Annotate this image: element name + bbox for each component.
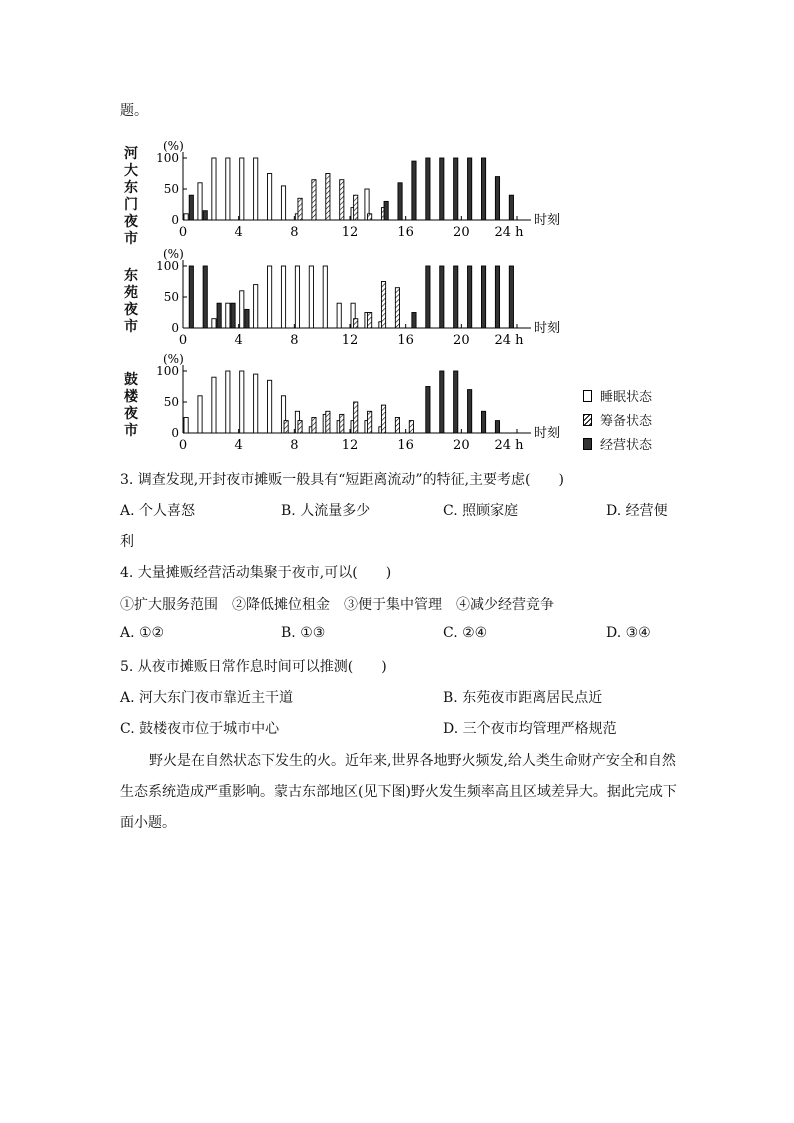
y-tick-label: 50 [163, 182, 179, 196]
q4-option-d: D. ③④ [606, 625, 651, 641]
bar-prepare-h12 [354, 319, 358, 328]
x-tick-label: 12 [341, 225, 359, 240]
passage-line-1: 野火是在自然状态下发生的火。近年来,世界各地野火频发,给人类生命财产安全和自然 [149, 753, 676, 769]
bar-sleep-h4 [240, 158, 244, 220]
q4-option-a: A. ①② [120, 625, 165, 641]
q4-statements: ①扩大服务范围 ②降低摊位租金 ③便于集中管理 ④减少经营竞争 [120, 597, 554, 613]
bar-sleep-h7 [281, 266, 285, 328]
x-tick-label: 4 [234, 225, 243, 240]
bar-prepare-h13 [368, 214, 372, 220]
bar-operate-h1 [203, 211, 207, 220]
question-4-stem: 4. 大量摊贩经营活动集聚于夜市,可以( ) [120, 565, 392, 581]
y-tick-label: 50 [163, 395, 179, 409]
bar-operate-h0 [189, 195, 193, 220]
bar-prepare-h11 [340, 414, 344, 433]
x-axis-label: 时刻 [534, 213, 561, 228]
x-tick-label: 8 [290, 225, 299, 240]
bar-sleep-h5 [254, 285, 258, 328]
x-axis-label: 时刻 [534, 321, 561, 336]
q4-option-b: B. ①③ [281, 625, 326, 641]
bar-prepare-h15 [395, 288, 399, 328]
bar-prepare-h12 [354, 402, 358, 433]
x-tick-label: 20 [453, 333, 470, 348]
bar-operate-h1 [203, 266, 207, 328]
x-tick-label: 8 [290, 438, 299, 453]
bar-operate-h23 [509, 195, 513, 220]
bar-prepare-h15 [395, 418, 399, 434]
bar-prepare-h8 [298, 198, 302, 220]
y-tick-label: 50 [163, 290, 179, 304]
bar-sleep-h9 [309, 266, 313, 328]
bar-operate-h21 [481, 266, 485, 328]
bar-prepare-h14 [381, 405, 385, 433]
bar-operate-h15 [398, 183, 402, 220]
q3-option-d-wrap: 利 [120, 534, 134, 550]
bar-sleep-h3 [226, 303, 230, 328]
bar-sleep-h6 [268, 266, 272, 328]
bar-operate-h17 [426, 158, 430, 220]
bar-sleep-h1 [198, 396, 202, 433]
q5-option-d: D. 三个夜市均管理严格规范 [443, 721, 617, 737]
bar-prepare-h13 [368, 313, 372, 329]
q4-option-c: C. ②④ [443, 625, 488, 641]
bar-prepare-h10 [326, 411, 330, 433]
bar-prepare-h7 [284, 421, 288, 433]
bar-operate-h22 [495, 266, 499, 328]
bar-operate-h20 [468, 390, 472, 433]
x-tick-label: 24 h [494, 333, 524, 348]
x-tick-label: 16 [397, 225, 414, 240]
market-label-hedadongmen: 河 大 东 门 夜 市 [124, 146, 138, 247]
bar-prepare-h8 [298, 421, 302, 433]
bar-operate-h14 [384, 201, 388, 220]
bar-operate-h22 [495, 421, 499, 433]
legend-prepare [583, 410, 652, 429]
q3-option-b: B. 人流量多少 [281, 503, 371, 519]
bar-operate-h21 [481, 158, 485, 220]
x-tick-label: 4 [234, 333, 243, 348]
bar-operate-h0 [189, 266, 193, 328]
bar-operate-h18 [440, 158, 444, 220]
night-market-charts [0, 0, 794, 470]
passage-line-2: 生态系统造成严重影响。蒙古东部地区(见下图)野火发生频率高且区域差异大。据此完成下 [120, 784, 677, 800]
y-tick-label: 0 [171, 426, 179, 440]
market-label-dongyuan: 东 苑 夜 市 [124, 268, 138, 335]
bar-operate-h21 [481, 411, 485, 433]
y-tick-label: 100 [156, 364, 179, 378]
legend-operate [583, 434, 652, 453]
bar-sleep-h5 [254, 374, 258, 433]
bar-operate-h20 [468, 158, 472, 220]
y-tick-label: 0 [171, 321, 179, 335]
x-tick-label: 8 [290, 333, 299, 348]
x-tick-label: 24 h [494, 225, 524, 240]
bar-operate-h23 [509, 266, 513, 328]
y-tick-label: 100 [156, 259, 179, 273]
bar-sleep-h4 [240, 371, 244, 433]
bar-sleep-h11 [337, 303, 341, 328]
bar-prepare-h10 [326, 174, 330, 221]
empty-swatch-icon [583, 390, 592, 402]
legend-prepare-label: 筹备状态 [600, 414, 653, 429]
bar-sleep-h2 [212, 158, 216, 220]
bar-sleep-h7 [281, 186, 285, 220]
legend-sleep [583, 386, 652, 405]
x-tick-label: 4 [234, 438, 243, 453]
y-unit-label: (%) [163, 247, 184, 261]
bar-prepare-h9 [312, 418, 316, 434]
bar-sleep-h6 [268, 380, 272, 433]
bar-sleep-h3 [226, 158, 230, 220]
y-tick-label: 0 [171, 213, 179, 227]
legend-sleep-label: 睡眠状态 [600, 390, 653, 405]
bar-sleep-h5 [254, 158, 258, 220]
market-label-gulou: 鼓 楼 夜 市 [124, 372, 138, 439]
bar-operate-h4 [245, 309, 249, 328]
bar-operate-h19 [454, 158, 458, 220]
bar-operate-h18 [440, 371, 444, 433]
bar-operate-h17 [426, 266, 430, 328]
q5-option-a: A. 河大东门夜市靠近主干道 [120, 690, 294, 706]
dark-swatch-icon [583, 438, 592, 450]
x-tick-label: 16 [397, 333, 414, 348]
bar-sleep-h2 [212, 319, 216, 328]
hatched-swatch-icon [583, 414, 592, 426]
bar-prepare-h16 [409, 421, 413, 433]
bar-operate-h2 [217, 303, 221, 328]
bar-operate-h18 [440, 266, 444, 328]
x-tick-label: 0 [178, 225, 188, 240]
bar-prepare-h9 [312, 180, 316, 220]
bar-sleep-h1 [198, 183, 202, 220]
y-unit-label: (%) [163, 352, 184, 366]
intro-tail: 题。 [120, 103, 148, 119]
bar-sleep-h4 [240, 291, 244, 328]
x-tick-label: 0 [178, 438, 188, 453]
bar-operate-h19 [454, 266, 458, 328]
bar-sleep-h0 [184, 418, 188, 434]
bar-sleep-h0 [184, 214, 188, 220]
bar-operate-h3 [231, 303, 235, 328]
bar-operate-h19 [454, 371, 458, 433]
bar-operate-h20 [468, 266, 472, 328]
bar-sleep-h2 [212, 377, 216, 433]
bar-prepare-h13 [368, 411, 372, 433]
bar-sleep-h10 [323, 266, 327, 328]
x-tick-label: 20 [453, 438, 470, 453]
q3-option-a: A. 个人喜怒 [120, 503, 196, 519]
bar-prepare-h12 [354, 195, 358, 220]
x-tick-label: 0 [178, 333, 188, 348]
bar-operate-h22 [495, 177, 499, 220]
x-tick-label: 16 [397, 438, 414, 453]
question-5-stem: 5. 从夜市摊贩日常作息时间可以推测( ) [120, 659, 387, 675]
y-tick-label: 100 [156, 151, 179, 165]
y-unit-label: (%) [163, 139, 184, 153]
bar-sleep-h8 [295, 266, 299, 328]
bar-prepare-h14 [381, 282, 385, 329]
bar-sleep-h6 [268, 174, 272, 221]
q3-option-d: D. 经营便 [606, 503, 668, 519]
x-tick-label: 12 [341, 438, 359, 453]
q5-option-c: C. 鼓楼夜市位于城市中心 [120, 721, 280, 737]
bar-operate-h16 [412, 161, 416, 220]
x-tick-label: 20 [453, 225, 470, 240]
passage-line-3: 面小题。 [120, 815, 176, 831]
x-tick-label: 24 h [494, 438, 524, 453]
q5-option-b: B. 东苑夜市距离居民点近 [443, 690, 603, 706]
question-3-stem: 3. 调查发现,开封夜市摊贩一般具有“短距离流动”的特征,主要考虑( ) [120, 472, 564, 488]
bar-prepare-h11 [340, 180, 344, 220]
bar-operate-h16 [412, 313, 416, 329]
bar-sleep-h3 [226, 371, 230, 433]
x-axis-label: 时刻 [534, 426, 561, 441]
x-tick-label: 12 [341, 333, 359, 348]
bar-operate-h17 [426, 387, 430, 434]
legend-operate-label: 经营状态 [600, 438, 653, 453]
q3-option-c: C. 照顾家庭 [443, 503, 519, 519]
